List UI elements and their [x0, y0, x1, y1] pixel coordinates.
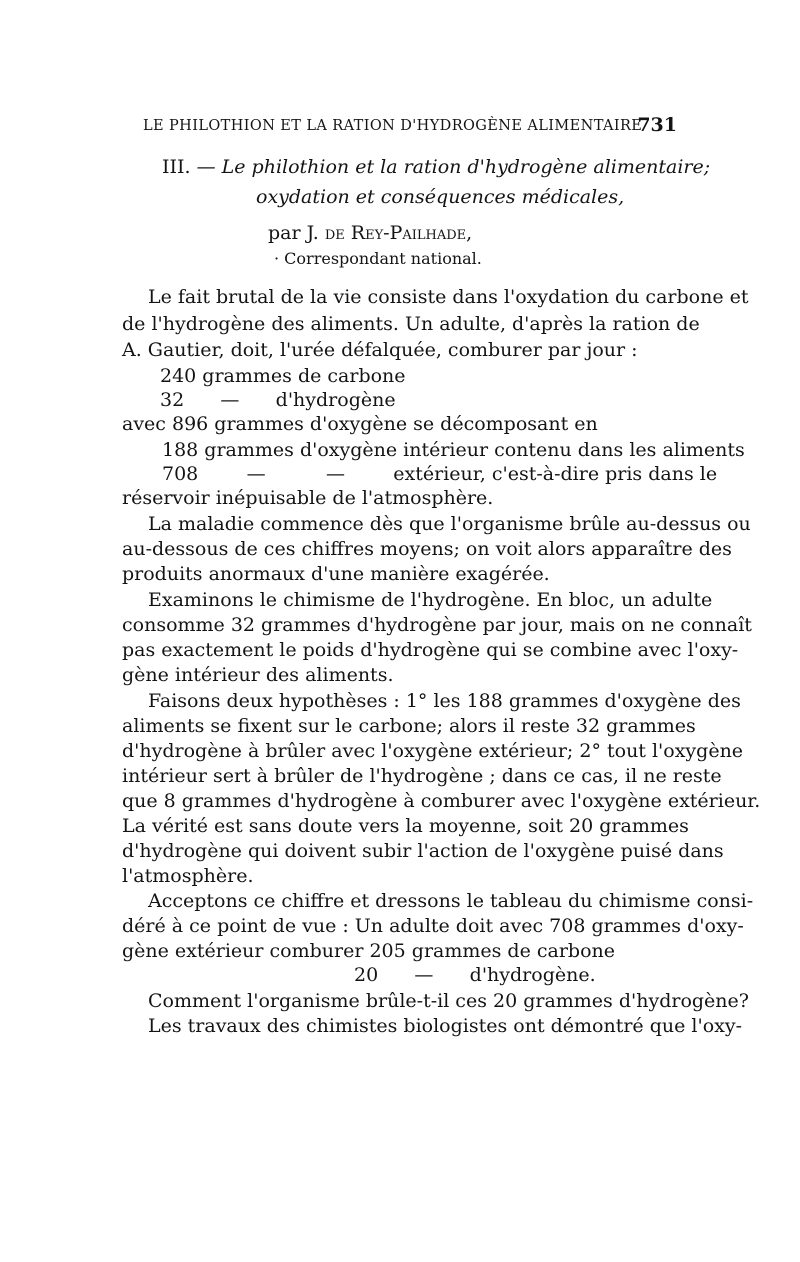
body-line: gène extérieur comburer 205 grammes de carbone: [122, 940, 615, 962]
article-title-line-1: [162, 156, 710, 178]
body-line: 240 grammes de carbone: [160, 365, 406, 387]
body-line: intérieur sert à brûler de l'hydrogène ; dans ce cas, il ne reste: [122, 765, 722, 787]
author-role: · Correspondant national.: [274, 249, 482, 268]
title-text-1: Le philothion et la ration d'hydrogène alimentaire;: [221, 156, 711, 178]
body-line: Acceptons ce chiffre et dressons le tableau du chimisme consi-: [148, 890, 754, 912]
body-line: aliments se fixent sur le carbone; alors il reste 32 grammes: [122, 715, 696, 737]
body-line: réservoir inépuisable de l'atmosphère.: [122, 487, 494, 509]
body-line: l'atmosphère.: [122, 865, 254, 887]
body-line: déré à ce point de vue : Un adulte doit avec 708 grammes d'oxy-: [122, 915, 744, 937]
running-header: [143, 114, 677, 136]
body-line: d'hydrogène à brûler avec l'oxygène extérieur; 2° tout l'oxygène: [122, 740, 744, 762]
body-line: Les travaux des chimistes biologistes ont démontré que l'oxy-: [148, 1015, 743, 1037]
section-number: III. —: [162, 156, 216, 178]
body-line: La maladie commence dès que l'organisme brûle au-dessus ou: [148, 513, 751, 535]
body-line: A. Gautier, doit, l'urée défalquée, comburer par jour :: [122, 339, 638, 361]
running-title: LE PHILOTHION ET LA RATION D'HYDROGÈNE ALIMENTAIRE: [143, 118, 643, 134]
body-line: au-dessous de ces chiffres moyens; on voit alors apparaître des: [122, 538, 732, 560]
body-line: Faisons deux hypothèses : 1° les 188 grammes d'oxygène des: [148, 690, 741, 712]
body-line: Examinons le chimisme de l'hydrogène. En bloc, un adulte: [148, 589, 713, 611]
body-line: de l'hydrogène des aliments. Un adulte, d'après la ration de: [122, 313, 700, 335]
body-line: 20 — d'hydrogène.: [354, 964, 596, 986]
author-prefix: par J.: [268, 222, 325, 244]
author-line: [268, 222, 472, 244]
body-line: d'hydrogène qui doivent subir l'action de l'oxygène puisé dans: [122, 840, 724, 862]
body-line: La vérité est sans doute vers la moyenne, soit 20 grammes: [122, 815, 689, 837]
article-title-line-2: oxydation et conséquences médicales,: [256, 186, 625, 208]
author-name: de Rey-Pailhade,: [324, 222, 473, 244]
body-line: 188 grammes d'oxygène intérieur contenu dans les aliments: [162, 439, 745, 461]
body-line: consomme 32 grammes d'hydrogène par jour, mais on ne connaît: [122, 614, 752, 636]
body-line: avec 896 grammes d'oxygène se décomposant en: [122, 413, 598, 435]
body-line: 32 — d'hydrogène: [160, 389, 396, 411]
body-line: Le fait brutal de la vie consiste dans l'oxydation du carbone et: [148, 286, 749, 308]
body-line: que 8 grammes d'hydrogène à comburer avec l'oxygène extérieur.: [122, 790, 761, 812]
page-number: 731: [637, 114, 677, 136]
body-line: pas exactement le poids d'hydrogène qui se combine avec l'oxy-: [122, 639, 739, 661]
body-line: gène intérieur des aliments.: [122, 664, 394, 686]
body-line: Comment l'organisme brûle-t-il ces 20 grammes d'hydrogène?: [148, 990, 749, 1012]
body-line: 708 — — extérieur, c'est-à-dire pris dans le: [162, 463, 718, 485]
body-line: produits anormaux d'une manière exagérée.: [122, 563, 550, 585]
